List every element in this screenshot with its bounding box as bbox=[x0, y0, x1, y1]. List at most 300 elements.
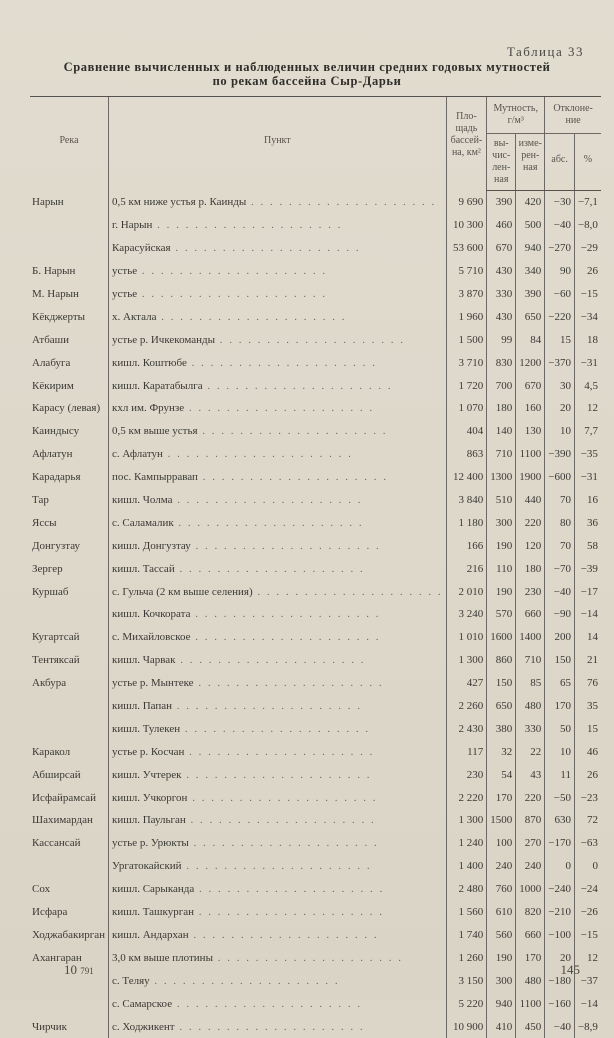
area-cell: 9 690 bbox=[446, 191, 487, 214]
abs-deviation-cell: −390 bbox=[545, 443, 575, 466]
table-row bbox=[30, 1015, 601, 1038]
measured-cell: 670 bbox=[516, 374, 545, 397]
abs-deviation-cell: 50 bbox=[545, 717, 575, 740]
abs-deviation-cell: −220 bbox=[545, 305, 575, 328]
measured-cell: 230 bbox=[516, 580, 545, 603]
measured-cell: 660 bbox=[516, 603, 545, 626]
point-label: с. Саламалик bbox=[112, 516, 174, 529]
area-cell: 166 bbox=[446, 534, 487, 557]
table-row bbox=[30, 763, 601, 786]
table-row bbox=[30, 305, 601, 328]
table-row bbox=[30, 283, 601, 306]
abs-deviation-cell: −170 bbox=[545, 832, 575, 855]
computed-cell: 1300 bbox=[487, 466, 516, 489]
pct-deviation-cell: −31 bbox=[574, 466, 600, 489]
point-label: кишл. Учкоргон bbox=[112, 791, 188, 804]
area-cell: 3 150 bbox=[446, 969, 487, 992]
computed-cell: 180 bbox=[487, 397, 516, 420]
measured-cell: 1100 bbox=[516, 992, 545, 1015]
computed-cell: 190 bbox=[487, 946, 516, 969]
leader-dots: . . . . . . . . . . . . . . . . . . . . bbox=[212, 951, 403, 964]
table-row bbox=[30, 809, 601, 832]
measured-cell: 85 bbox=[516, 672, 545, 695]
computed-cell: 570 bbox=[487, 603, 516, 626]
table-row bbox=[30, 878, 601, 901]
abs-deviation-cell: 90 bbox=[545, 260, 575, 283]
river-cell: Атбаши bbox=[32, 333, 70, 346]
title-line-1: Сравнение вычисленных и наблюденных величин средних годовых мутностей bbox=[63, 60, 551, 74]
area-cell: 1 300 bbox=[446, 649, 487, 672]
point-label: х. Актала bbox=[112, 310, 157, 323]
area-cell: 1 960 bbox=[446, 305, 487, 328]
area-cell: 117 bbox=[446, 740, 487, 763]
river-cell: Исфара bbox=[32, 906, 68, 919]
pct-deviation-cell: −23 bbox=[574, 786, 600, 809]
computed-cell: 410 bbox=[487, 1015, 516, 1038]
river-cell: Кассансай bbox=[32, 837, 81, 850]
river-cell: Шахимардан bbox=[32, 814, 93, 827]
river-cell: Карасу (левая) bbox=[32, 402, 101, 415]
river-cell: Тентяксай bbox=[32, 654, 80, 667]
measured-cell: 940 bbox=[516, 237, 545, 260]
table-row bbox=[30, 557, 601, 580]
measured-cell: 450 bbox=[516, 1015, 545, 1038]
point-cell bbox=[109, 580, 447, 603]
measured-cell: 84 bbox=[516, 328, 545, 351]
pct-deviation-cell: −39 bbox=[574, 557, 600, 580]
leader-dots: . . . . . . . . . . . . . . . . . . . . bbox=[246, 196, 437, 209]
pct-deviation-cell: −29 bbox=[574, 237, 600, 260]
computed-cell: 99 bbox=[487, 328, 516, 351]
river-cell bbox=[30, 603, 109, 626]
abs-deviation-cell: −90 bbox=[545, 603, 575, 626]
computed-cell: 390 bbox=[487, 191, 516, 214]
leader-dots: . . . . . . . . . . . . . . . . . . . . bbox=[181, 768, 372, 781]
header-area: Пло-щадь бассей-на, км² bbox=[446, 97, 487, 191]
river-cell bbox=[30, 992, 109, 1015]
leader-dots: . . . . . . . . . . . . . . . . . . . . bbox=[172, 997, 363, 1010]
computed-cell: 190 bbox=[487, 580, 516, 603]
computed-cell: 610 bbox=[487, 901, 516, 924]
area-cell: 2 430 bbox=[446, 717, 487, 740]
measured-cell: 180 bbox=[516, 557, 545, 580]
area-cell: 2 220 bbox=[446, 786, 487, 809]
leader-dots: . . . . . . . . . . . . . . . . . . . . bbox=[188, 837, 379, 850]
river-cell: Нарын bbox=[32, 196, 64, 209]
measured-cell: 160 bbox=[516, 397, 545, 420]
river-cell: Ахангаран bbox=[32, 951, 82, 964]
print-signature bbox=[64, 962, 94, 978]
table-row bbox=[30, 649, 601, 672]
leader-dots: . . . . . . . . . . . . . . . . . . . . bbox=[190, 608, 381, 621]
point-cell bbox=[109, 511, 447, 534]
table-row bbox=[30, 740, 601, 763]
point-cell bbox=[109, 672, 447, 695]
river-cell: Ясcы bbox=[32, 516, 57, 529]
leader-dots: . . . . . . . . . . . . . . . . . . . . bbox=[170, 242, 361, 255]
river-cell bbox=[30, 214, 109, 237]
table-row bbox=[30, 466, 601, 489]
pct-deviation-cell: 12 bbox=[574, 397, 600, 420]
area-cell: 2 010 bbox=[446, 580, 487, 603]
river-cell: Донгузтау bbox=[32, 539, 81, 552]
table-row bbox=[30, 946, 601, 969]
abs-deviation-cell: 65 bbox=[545, 672, 575, 695]
pct-deviation-cell: −31 bbox=[574, 351, 600, 374]
table-row bbox=[30, 489, 601, 512]
measured-cell: 330 bbox=[516, 717, 545, 740]
table-row bbox=[30, 992, 601, 1015]
signature-number: 10 bbox=[64, 962, 77, 977]
point-cell bbox=[109, 717, 447, 740]
measured-cell: 170 bbox=[516, 946, 545, 969]
header-abs: абс. bbox=[545, 134, 575, 191]
measured-cell: 220 bbox=[516, 511, 545, 534]
pct-deviation-cell: −17 bbox=[574, 580, 600, 603]
river-cell: Исфайрамсай bbox=[32, 791, 96, 804]
point-cell bbox=[109, 878, 447, 901]
leader-dots: . . . . . . . . . . . . . . . . . . . . bbox=[252, 585, 443, 598]
abs-deviation-cell: −600 bbox=[545, 466, 575, 489]
header-river: Река bbox=[30, 97, 109, 191]
pct-deviation-cell: −34 bbox=[574, 305, 600, 328]
table-row bbox=[30, 924, 601, 947]
pct-deviation-cell: 36 bbox=[574, 511, 600, 534]
leader-dots: . . . . . . . . . . . . . . . . . . . . bbox=[215, 333, 406, 346]
abs-deviation-cell: 20 bbox=[545, 397, 575, 420]
measured-cell: 120 bbox=[516, 534, 545, 557]
measured-cell: 650 bbox=[516, 305, 545, 328]
point-cell bbox=[109, 786, 447, 809]
computed-cell: 710 bbox=[487, 443, 516, 466]
leader-dots: . . . . . . . . . . . . . . . . . . . . bbox=[172, 494, 363, 507]
point-cell bbox=[109, 534, 447, 557]
measured-cell: 440 bbox=[516, 489, 545, 512]
computed-cell: 190 bbox=[487, 534, 516, 557]
pct-deviation-cell: −14 bbox=[574, 992, 600, 1015]
computed-cell: 330 bbox=[487, 283, 516, 306]
area-cell: 404 bbox=[446, 420, 487, 443]
table-row bbox=[30, 695, 601, 718]
table-row bbox=[30, 374, 601, 397]
point-cell bbox=[109, 1015, 447, 1038]
area-cell: 1 560 bbox=[446, 901, 487, 924]
measured-cell: 130 bbox=[516, 420, 545, 443]
pct-deviation-cell: −15 bbox=[574, 283, 600, 306]
measured-cell: 1400 bbox=[516, 626, 545, 649]
abs-deviation-cell: −180 bbox=[545, 969, 575, 992]
point-cell bbox=[109, 237, 447, 260]
table-title bbox=[24, 60, 590, 88]
table-body bbox=[30, 191, 601, 1038]
point-label: кишл. Каратабылга bbox=[112, 379, 203, 392]
measured-cell: 870 bbox=[516, 809, 545, 832]
measured-cell: 1100 bbox=[516, 443, 545, 466]
leader-dots: . . . . . . . . . . . . . . . . . . . . bbox=[173, 516, 364, 529]
header-measured: изме-рен-ная bbox=[516, 134, 545, 191]
abs-deviation-cell: 15 bbox=[545, 328, 575, 351]
abs-deviation-cell: 10 bbox=[545, 740, 575, 763]
leader-dots: . . . . . . . . . . . . . . . . . . . . bbox=[190, 539, 381, 552]
table-row bbox=[30, 672, 601, 695]
point-label: устье р. Урюкты bbox=[112, 837, 189, 850]
computed-cell: 940 bbox=[487, 992, 516, 1015]
point-label: устье bbox=[112, 265, 138, 278]
area-cell: 216 bbox=[446, 557, 487, 580]
leader-dots: . . . . . . . . . . . . . . . . . . . . bbox=[187, 791, 378, 804]
leader-dots: . . . . . . . . . . . . . . . . . . . . bbox=[180, 722, 371, 735]
leader-dots: . . . . . . . . . . . . . . . . . . . . bbox=[184, 402, 375, 415]
leader-dots: . . . . . . . . . . . . . . . . . . . . bbox=[156, 310, 347, 323]
table-row bbox=[30, 603, 601, 626]
computed-cell: 380 bbox=[487, 717, 516, 740]
area-cell: 3 870 bbox=[446, 283, 487, 306]
computed-cell: 670 bbox=[487, 237, 516, 260]
point-label: с. Ходжикент bbox=[112, 1020, 175, 1033]
leader-dots: . . . . . . . . . . . . . . . . . . . . bbox=[175, 654, 366, 667]
abs-deviation-cell: −30 bbox=[545, 191, 575, 214]
area-cell: 1 240 bbox=[446, 832, 487, 855]
pct-deviation-cell: 0 bbox=[574, 855, 600, 878]
table-row bbox=[30, 351, 601, 374]
river-cell: Абширсай bbox=[32, 768, 81, 781]
river-cell bbox=[30, 237, 109, 260]
river-cell: Чирчик bbox=[32, 1020, 68, 1033]
computed-cell: 760 bbox=[487, 878, 516, 901]
area-cell: 863 bbox=[446, 443, 487, 466]
area-cell: 1 070 bbox=[446, 397, 487, 420]
leader-dots: . . . . . . . . . . . . . . . . . . . . bbox=[174, 562, 365, 575]
point-label: кишл. Сарыканда bbox=[112, 883, 195, 896]
computed-cell: 700 bbox=[487, 374, 516, 397]
point-cell bbox=[109, 191, 447, 214]
leader-dots: . . . . . . . . . . . . . . . . . . . . bbox=[202, 379, 393, 392]
leader-dots: . . . . . . . . . . . . . . . . . . . . bbox=[174, 1020, 365, 1033]
computed-cell: 860 bbox=[487, 649, 516, 672]
table-row bbox=[30, 786, 601, 809]
pct-deviation-cell: 14 bbox=[574, 626, 600, 649]
area-cell: 12 400 bbox=[446, 466, 487, 489]
table-row bbox=[30, 260, 601, 283]
leader-dots: . . . . . . . . . . . . . . . . . . . . bbox=[149, 974, 340, 987]
point-label: кишл. Кочкората bbox=[112, 608, 191, 621]
point-label: с. Самарское bbox=[112, 997, 173, 1010]
leader-dots: . . . . . . . . . . . . . . . . . . . . bbox=[152, 219, 343, 232]
page-number: 145 bbox=[560, 962, 580, 977]
computed-cell: 170 bbox=[487, 786, 516, 809]
abs-deviation-cell: 170 bbox=[545, 695, 575, 718]
computed-cell: 430 bbox=[487, 305, 516, 328]
point-label: кишл. Чолма bbox=[112, 494, 173, 507]
river-cell: Сох bbox=[32, 883, 51, 896]
point-cell bbox=[109, 466, 447, 489]
point-cell bbox=[109, 924, 447, 947]
leader-dots: . . . . . . . . . . . . . . . . . . . . bbox=[172, 700, 363, 713]
abs-deviation-cell: −60 bbox=[545, 283, 575, 306]
area-cell: 1 500 bbox=[446, 328, 487, 351]
river-cell: Б. Нарын bbox=[32, 265, 76, 278]
abs-deviation-cell: 30 bbox=[545, 374, 575, 397]
computed-cell: 430 bbox=[487, 260, 516, 283]
abs-deviation-cell: −70 bbox=[545, 557, 575, 580]
area-cell: 1 300 bbox=[446, 809, 487, 832]
computed-cell: 240 bbox=[487, 855, 516, 878]
abs-deviation-cell: −270 bbox=[545, 237, 575, 260]
table-number: Таблица 33 bbox=[506, 44, 584, 59]
point-cell bbox=[109, 603, 447, 626]
table-row bbox=[30, 717, 601, 740]
measured-cell: 820 bbox=[516, 901, 545, 924]
point-label: с. Михайловское bbox=[112, 631, 191, 644]
pct-deviation-cell: 7,7 bbox=[574, 420, 600, 443]
area-cell: 1 180 bbox=[446, 511, 487, 534]
point-label: кишл. Тассай bbox=[112, 562, 175, 575]
table-row bbox=[30, 397, 601, 420]
point-cell bbox=[109, 969, 447, 992]
measured-cell: 22 bbox=[516, 740, 545, 763]
point-cell bbox=[109, 901, 447, 924]
table-row bbox=[30, 626, 601, 649]
abs-deviation-cell: −50 bbox=[545, 786, 575, 809]
pct-deviation-cell: 4,5 bbox=[574, 374, 600, 397]
pct-deviation-cell: 72 bbox=[574, 809, 600, 832]
point-label: с. Гульча (2 км выше селения) bbox=[112, 585, 253, 598]
computed-cell: 140 bbox=[487, 420, 516, 443]
area-cell: 5 710 bbox=[446, 260, 487, 283]
computed-cell: 460 bbox=[487, 214, 516, 237]
abs-deviation-cell: 70 bbox=[545, 489, 575, 512]
pct-deviation-cell: −35 bbox=[574, 443, 600, 466]
measured-cell: 420 bbox=[516, 191, 545, 214]
title-line-2: по рекам бассейна Сыр-Дарьи bbox=[212, 74, 402, 88]
area-cell: 3 840 bbox=[446, 489, 487, 512]
point-cell bbox=[109, 305, 447, 328]
point-label: Карасуйская bbox=[112, 242, 171, 255]
table-row bbox=[30, 237, 601, 260]
point-label: кишл. Учтерек bbox=[112, 768, 182, 781]
point-cell bbox=[109, 489, 447, 512]
point-label: устье р. Косчан bbox=[112, 745, 185, 758]
point-label: кишл. Ташкурган bbox=[112, 906, 194, 919]
leader-dots: . . . . . . . . . . . . . . . . . . . . bbox=[137, 265, 328, 278]
point-label: 3,0 км выше плотины bbox=[112, 951, 213, 964]
area-cell: 1 260 bbox=[446, 946, 487, 969]
computed-cell: 100 bbox=[487, 832, 516, 855]
computed-cell: 150 bbox=[487, 672, 516, 695]
table-row bbox=[30, 214, 601, 237]
point-cell bbox=[109, 214, 447, 237]
computed-cell: 510 bbox=[487, 489, 516, 512]
pct-deviation-cell: −15 bbox=[574, 924, 600, 947]
point-label: 0,5 км выше устья bbox=[112, 425, 198, 438]
table-row bbox=[30, 420, 601, 443]
abs-deviation-cell: −370 bbox=[545, 351, 575, 374]
point-label: кишл. Чарвак bbox=[112, 654, 176, 667]
leader-dots: . . . . . . . . . . . . . . . . . . . . bbox=[193, 906, 384, 919]
point-label: г. Нарын bbox=[112, 219, 153, 232]
pct-deviation-cell: −14 bbox=[574, 603, 600, 626]
point-cell bbox=[109, 992, 447, 1015]
point-cell bbox=[109, 695, 447, 718]
abs-deviation-cell: −210 bbox=[545, 901, 575, 924]
abs-deviation-cell: 10 bbox=[545, 420, 575, 443]
pct-deviation-cell: 76 bbox=[574, 672, 600, 695]
leader-dots: . . . . . . . . . . . . . . . . . . . . bbox=[162, 448, 353, 461]
river-cell: Карадарья bbox=[32, 471, 81, 484]
point-label: кишл. Андархан bbox=[112, 928, 189, 941]
pct-deviation-cell: 12 bbox=[574, 946, 600, 969]
area-cell: 1 740 bbox=[446, 924, 487, 947]
measured-cell: 710 bbox=[516, 649, 545, 672]
point-label: устье р. Мынтеке bbox=[112, 677, 194, 690]
abs-deviation-cell: 150 bbox=[545, 649, 575, 672]
area-cell: 1 720 bbox=[446, 374, 487, 397]
point-cell bbox=[109, 649, 447, 672]
computed-cell: 830 bbox=[487, 351, 516, 374]
measured-cell: 390 bbox=[516, 283, 545, 306]
point-label: кишл. Папан bbox=[112, 700, 173, 713]
table-row bbox=[30, 832, 601, 855]
area-cell: 10 900 bbox=[446, 1015, 487, 1038]
header-deviation: Отклоне-ние bbox=[545, 97, 601, 134]
point-label: кишл. Коштюбе bbox=[112, 356, 187, 369]
abs-deviation-cell: −100 bbox=[545, 924, 575, 947]
abs-deviation-cell: 11 bbox=[545, 763, 575, 786]
point-cell bbox=[109, 557, 447, 580]
river-cell: Кугартсай bbox=[32, 631, 80, 644]
table-row bbox=[30, 191, 601, 214]
river-cell: Кёкирим bbox=[32, 379, 74, 392]
point-cell bbox=[109, 397, 447, 420]
pct-deviation-cell: 16 bbox=[574, 489, 600, 512]
leader-dots: . . . . . . . . . . . . . . . . . . . . bbox=[197, 471, 388, 484]
table-row bbox=[30, 328, 601, 351]
pct-deviation-cell: 21 bbox=[574, 649, 600, 672]
pct-deviation-cell: −63 bbox=[574, 832, 600, 855]
point-label: устье р. Ичкекоманды bbox=[112, 333, 216, 346]
abs-deviation-cell: 200 bbox=[545, 626, 575, 649]
leader-dots: . . . . . . . . . . . . . . . . . . . . bbox=[193, 677, 384, 690]
measured-cell: 480 bbox=[516, 969, 545, 992]
measured-cell: 1900 bbox=[516, 466, 545, 489]
header-point: Пункт bbox=[109, 97, 447, 191]
measured-cell: 240 bbox=[516, 855, 545, 878]
computed-cell: 650 bbox=[487, 695, 516, 718]
point-label: кхл им. Фрунзе bbox=[112, 402, 185, 415]
area-cell: 53 600 bbox=[446, 237, 487, 260]
point-label: устье bbox=[112, 288, 138, 300]
computed-cell: 54 bbox=[487, 763, 516, 786]
pct-deviation-cell: 26 bbox=[574, 763, 600, 786]
point-cell bbox=[109, 946, 447, 969]
river-cell: М. Нарын bbox=[32, 288, 79, 300]
river-cell: Каракол bbox=[32, 745, 71, 758]
point-label: кишл. Донгузтау bbox=[112, 539, 191, 552]
river-cell: Афлатун bbox=[32, 448, 73, 461]
area-cell: 10 300 bbox=[446, 214, 487, 237]
signature-code: 791 bbox=[80, 966, 94, 976]
measured-cell: 43 bbox=[516, 763, 545, 786]
pct-deviation-cell: −8,0 bbox=[574, 214, 600, 237]
area-cell: 427 bbox=[446, 672, 487, 695]
computed-cell: 1500 bbox=[487, 809, 516, 832]
area-cell: 1 400 bbox=[446, 855, 487, 878]
abs-deviation-cell: −40 bbox=[545, 214, 575, 237]
computed-cell: 1600 bbox=[487, 626, 516, 649]
measured-cell: 1000 bbox=[516, 878, 545, 901]
table-row bbox=[30, 969, 601, 992]
river-cell bbox=[30, 855, 109, 878]
